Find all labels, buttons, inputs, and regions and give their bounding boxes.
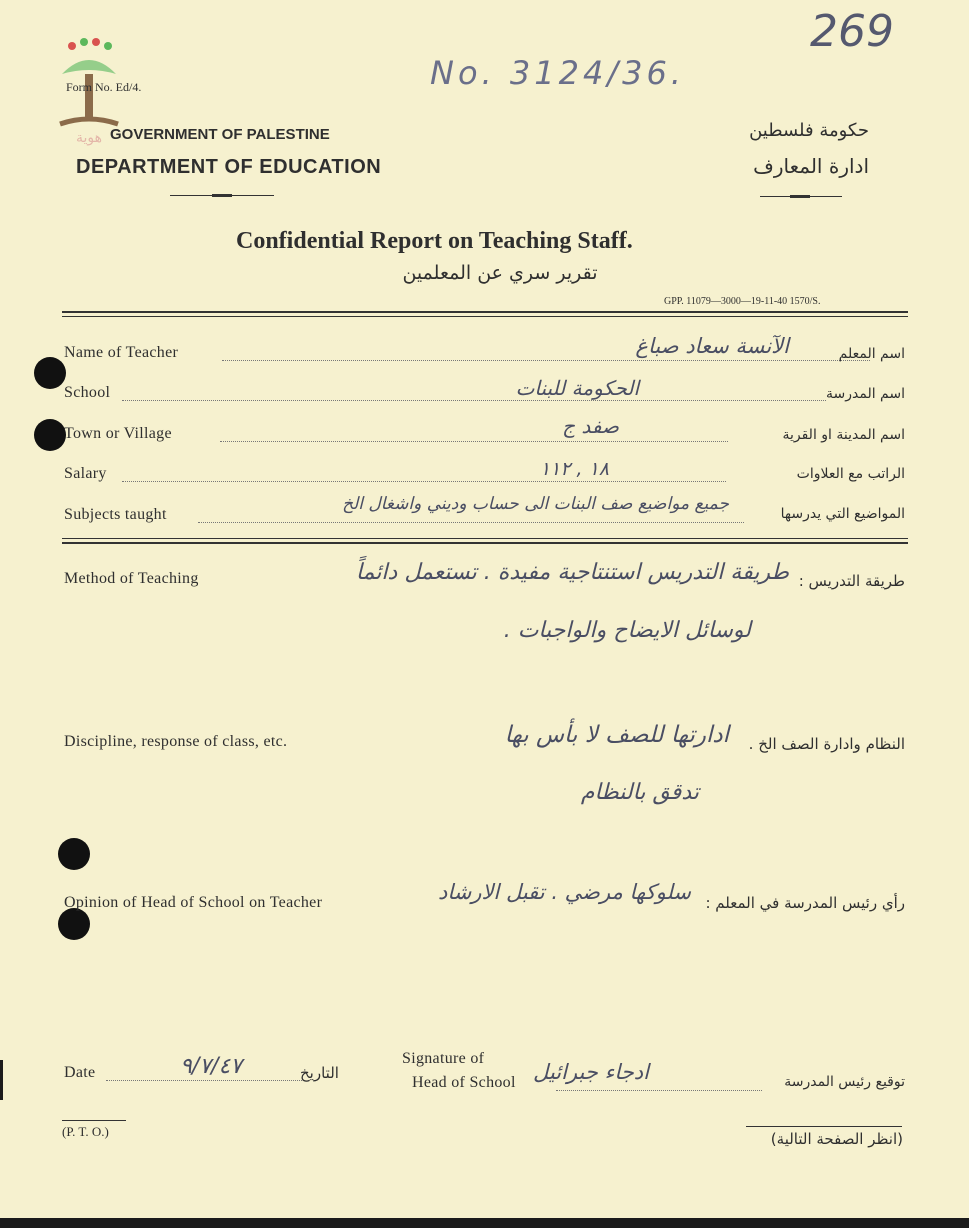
date-leader xyxy=(106,1080,302,1081)
scan-edge-left xyxy=(0,1060,3,1100)
town-label-ar: اسم المدينة او القرية xyxy=(782,427,905,443)
salary-leader xyxy=(122,481,726,482)
opinion-comment: سلوكها مرضي . تقبل الارشاد xyxy=(437,880,691,904)
pto-rule xyxy=(62,1120,126,1121)
signature-label-en-2: Head of School xyxy=(412,1074,516,1091)
school-label-en: School xyxy=(64,384,111,401)
punch-hole xyxy=(34,357,66,389)
form-number: Form No. Ed/4. xyxy=(66,80,142,94)
school-leader xyxy=(122,400,826,401)
report-title-en: Confidential Report on Teaching Staff. xyxy=(236,228,633,254)
department-ar: ادارة المعارف xyxy=(753,154,869,178)
department-en: DEPARTMENT OF EDUCATION xyxy=(76,156,382,178)
punch-hole xyxy=(58,838,90,870)
signature-label-ar: توقيع رئيس المدرسة xyxy=(784,1074,905,1090)
discipline-comment-line1: ادارتها للصف لا بأس بها xyxy=(504,722,729,748)
fields-rule-thin xyxy=(62,538,908,539)
subjects-label-en: Subjects taught xyxy=(64,506,167,523)
opinion-label-ar: رأي رئيس المدرسة في المعلم : xyxy=(705,894,905,912)
discipline-label-en: Discipline, response of class, etc. xyxy=(64,733,288,750)
punch-hole xyxy=(58,908,90,940)
method-label-ar: طريقة التدريس : xyxy=(798,572,905,590)
town-label-en: Town or Village xyxy=(64,425,172,442)
town-value: صفد ج xyxy=(562,414,619,438)
header-divider-right-mark xyxy=(790,195,810,198)
report-title-ar: تقرير سري عن المعلمين xyxy=(402,262,598,284)
opinion-label-en: Opinion of Head of School on Teacher xyxy=(64,894,323,911)
name-label-en: Name of Teacher xyxy=(64,344,179,361)
date-label-ar: التاريخ xyxy=(300,1064,339,1082)
salary-label-ar: الراتب مع العلاوات xyxy=(796,466,905,482)
method-label-en: Method of Teaching xyxy=(64,570,199,587)
punch-hole xyxy=(34,419,66,451)
watermark-text: هوية xyxy=(76,130,103,146)
header-divider-left-mark xyxy=(212,194,232,197)
pto-ar-rule xyxy=(746,1126,902,1127)
pto-ar: (انظر الصفحة التالية) xyxy=(770,1130,903,1148)
discipline-comment-line2: تدقق بالنظام xyxy=(580,780,699,805)
subjects-leader xyxy=(198,522,744,523)
signature-value: ادجاء جبرائيل xyxy=(533,1060,649,1084)
subjects-value: جميع مواضيع صف البنات الى حساب وديني واشغال الخ xyxy=(342,494,729,514)
signature-leader xyxy=(556,1090,762,1091)
town-leader xyxy=(220,441,728,442)
salary-value: ١٨ , ١١٢ xyxy=(539,458,609,480)
subjects-label-ar: المواضيع التي يدرسها xyxy=(780,506,905,522)
date-value: ٩/٧/٤٧ xyxy=(180,1054,243,1079)
method-comment-line2: لوسائل الايضاح والواجبات . xyxy=(503,618,751,643)
method-comment-line1: طريقة التدريس استنتاجية مفيدة . تستعمل دائماً xyxy=(355,560,789,585)
fields-rule-thick xyxy=(62,542,908,544)
discipline-label-ar: النظام وادارة الصف الخ . xyxy=(748,735,905,753)
name-label-ar: اسم المعلم xyxy=(838,346,905,362)
print-reference: GPP. 11079—3000—19-11-40 1570/S. xyxy=(664,296,821,307)
title-rule-thick xyxy=(62,311,908,313)
file-number: No. 3124/36. xyxy=(430,54,685,92)
date-label-en: Date xyxy=(64,1064,96,1081)
school-value: الحكومة للبنات xyxy=(515,376,639,400)
school-label-ar: اسم المدرسة xyxy=(826,386,905,402)
name-value: الآنسة سعاد صباغ xyxy=(635,334,789,358)
page-number: 269 xyxy=(810,6,894,57)
scan-edge xyxy=(0,1218,969,1228)
signature-label-en-1: Signature of xyxy=(402,1050,485,1067)
title-rule-thin xyxy=(62,316,908,317)
government-en: GOVERNMENT OF PALESTINE xyxy=(110,126,330,143)
pto-en: (P. T. O.) xyxy=(62,1124,109,1139)
name-leader xyxy=(222,360,870,361)
government-ar: حكومة فلسطين xyxy=(749,120,869,141)
salary-label-en: Salary xyxy=(64,465,107,482)
